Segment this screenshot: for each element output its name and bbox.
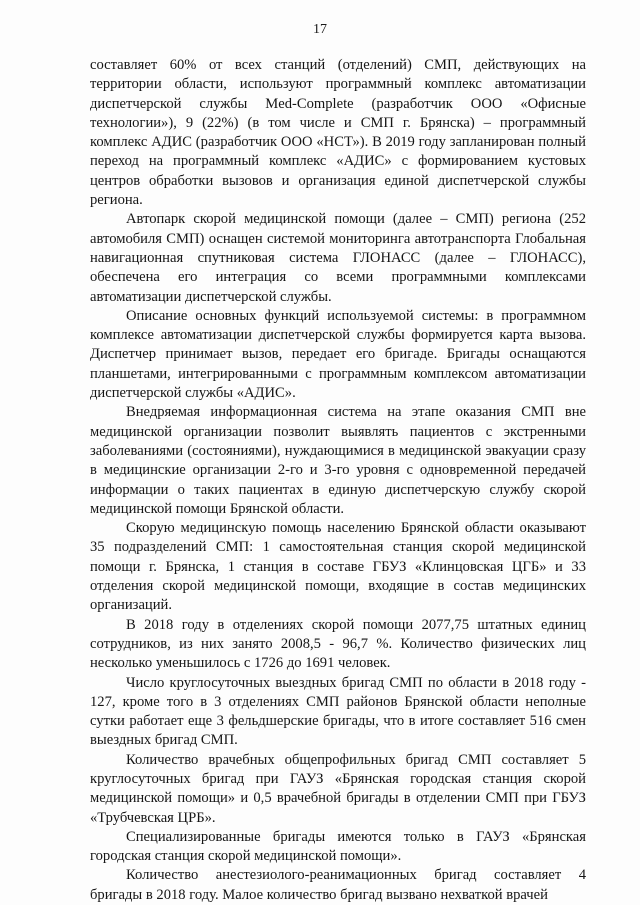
paragraph-staffing: В 2018 году в отделениях скорой помощи 2077,75 штатных единиц сотрудников, из них занято 2008,5 - 96,7 %. Количество физических лиц несколько уменьшилось с 1726 до 1691 человек. <box>90 616 586 672</box>
paragraph-system-functions: Описание основных функций используемой системы: в программном комплексе автоматизации диспетчерской службы формируется карта вызова. Диспетчер принимает вызов, передает его бригаде. Бригады оснащаются планшетами, интегрированными с программным комплексом автоматизации диспетчерской службы «АДИС». <box>90 307 586 402</box>
paragraph-physician-brigades: Количество врачебных общепрофильных бригад СМП составляет 5 круглосуточных бригад при ГАУЗ «Брянская городская станция скорой медицинской помощи» и 0,5 врачебной бригады в отделении СМП при ГБУЗ «Трубчевская ЦРБ». <box>90 751 586 826</box>
paragraph-specialized-brigades: Специализированные бригады имеются только в ГАУЗ «Брянская городская станция скорой медицинской помощи». <box>90 828 586 865</box>
document-body <box>90 56 586 905</box>
paragraph-dispatch-software: составляет 60% от всех станций (отделений) СМП, действующих на территории области, используют программный комплекс автоматизации диспетчерской службы Med-Complete (разработчик ООО «Офисные технологии»), 9 (22%) (в том числе и СМП г. Брянска) – программный комплекс АДИС (разработчик ООО «НСТ»). В 2019 году запланирован полный переход на программный комплекс «АДИС» с формированием кустовых центров обработки вызовов и организация единой диспетчерской службы региона. <box>90 57 586 209</box>
paragraph-anesthesiology-brigades: Количество анестезиолого-реанимационных бригад составляет 4 бригады в 2018 году. Малое количество бригад вызвано нехваткой врачей <box>90 867 586 903</box>
paragraph-information-system: Внедряемая информационная система на этапе оказания СМП вне медицинской организации позволит выявлять пациентов с экстренными заболеваниями (состояниями), нуждающимися в медицинской эвакуации сразу в медицинские организации 2-го и 3-го уровня с одновременной передачей информации о таких пациентах в единую диспетчерскую службу скорой медицинской помощи Брянской области. <box>90 404 586 517</box>
paragraph-brigade-count: Число круглосуточных выездных бригад СМП по области в 2018 году - 127, кроме того в 3 отделениях СМП районов Брянской области неполные сутки работает еще 3 фельдшерские бригады, что в итоге составляет 516 смен выездных бригад СМП. <box>90 674 586 749</box>
paragraph-vehicle-fleet-glonass: Автопарк скорой медицинской помощи (далее – СМП) региона (252 автомобиля СМП) оснащен системой мониторинга автотранспорта Глобальная навигационная спутниковая система ГЛОНАСС (далее – ГЛОНАСС), обеспечена его интеграция со всеми программными комплексами автоматизации диспетчерской службы. <box>90 211 586 305</box>
page-number: 17 <box>313 22 327 37</box>
paragraph-subdivisions: Скорую медицинскую помощь населению Брянской области оказывают 35 подразделений СМП: 1 самостоятельная станция скорой медицинской помощи г. Брянска, 1 станция в составе ГБУЗ «Клинцовская ЦГБ» и 33 отделения скорой медицинской помощи, входящие в состав медицинских организаций. <box>90 520 586 614</box>
